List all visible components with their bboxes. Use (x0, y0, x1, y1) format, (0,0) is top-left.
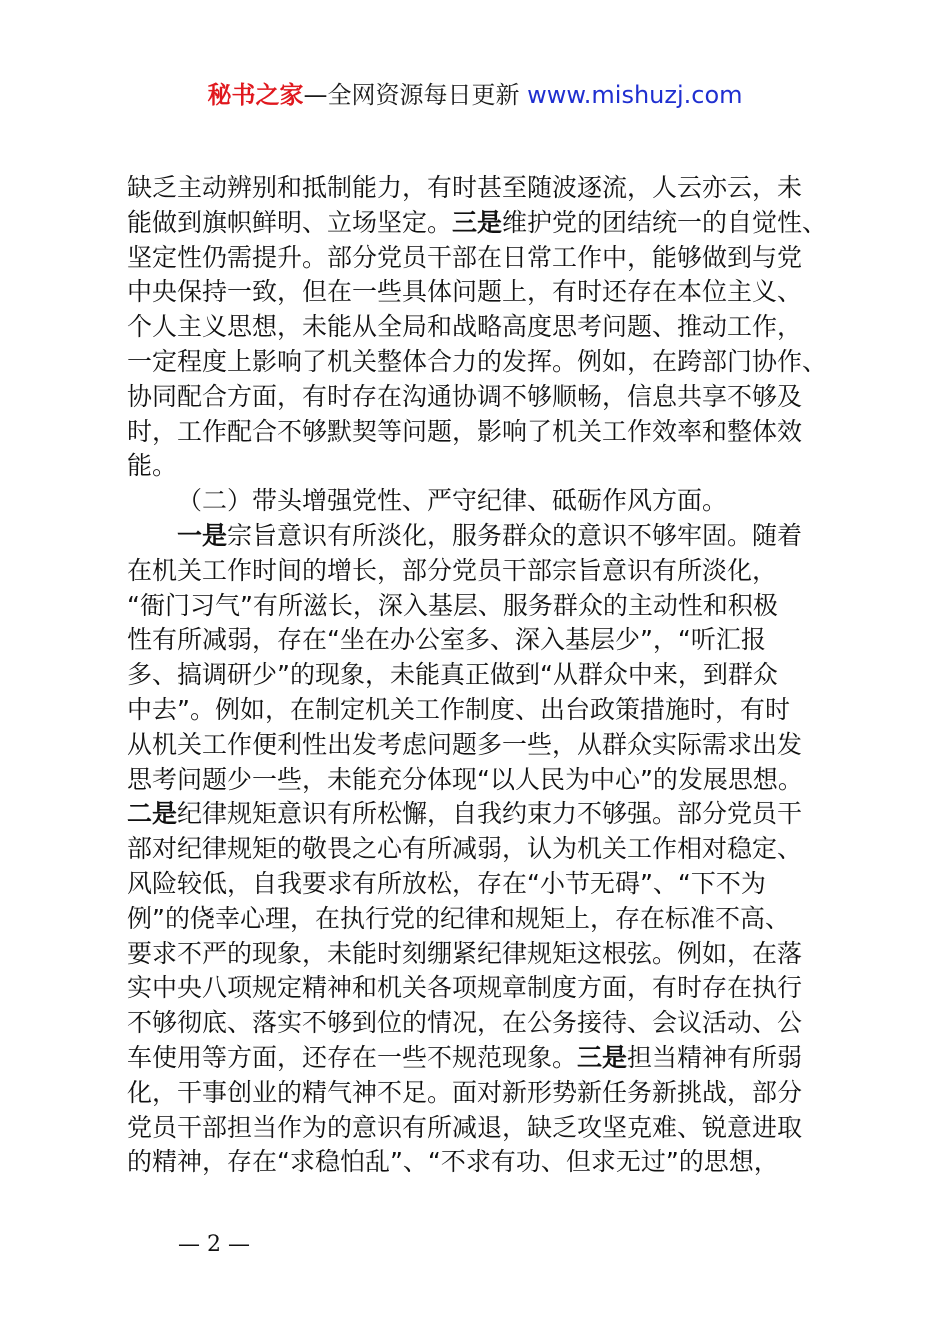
text-line: 不够彻底、落实不够到位的情况，在公务接待、会议活动、公 (127, 1008, 803, 1038)
site-header (0, 78, 950, 112)
text-line: 多、搞调研少”的现象，未能真正做到“从群众中来，到群众 (127, 660, 778, 690)
text-line: 从机关工作便利性出发考虑问题多一些，从群众实际需求出发 (127, 729, 803, 759)
text-span: 担当精神有所弱 (627, 1042, 803, 1072)
site-brand: 秘书之家 (207, 81, 304, 109)
text-line (127, 519, 833, 554)
page-number: — 2 — (178, 1232, 250, 1257)
text-span: 纪律规矩意识有所松懈，自我约束力不够强。部分党员干 (177, 799, 803, 829)
section-heading: （二）带头增强党性、严守纪律、砥砺作风方面。 (177, 486, 728, 516)
bold-marker: 二是 (127, 799, 178, 829)
text-span: 车使用等方面，还存在一些不规范现象。 (127, 1042, 578, 1072)
text-line: 坚定性仍需提升。部分党员干部在日常工作中，能够做到与党 (127, 242, 803, 272)
text-line: 中央保持一致，但在一些具体问题上，有时还存在本位主义、 (127, 277, 803, 307)
text-line (127, 1041, 833, 1076)
text-line: 在机关工作时间的增长，部分党员干部宗旨意识有所淡化， (127, 555, 778, 585)
text-line: 缺乏主动辨别和抵制能力，有时甚至随波逐流，人云亦云，未 (127, 173, 803, 202)
bold-marker: 一是 (177, 520, 228, 550)
text-line: 性有所减弱，存在“坐在办公室多、深入基层少”，“听汇报 (127, 625, 766, 655)
text-line: 风险较低，自我要求有所放松，存在“小节无碍”、“下不为 (127, 868, 766, 898)
text-line: 实中央八项规定精神和机关各项规章制度方面，有时存在执行 (127, 973, 803, 1003)
text-line: 协同配合方面，有时存在沟通协调不够顺畅，信息共享不够及 (127, 381, 803, 411)
text-span: 能做到旗帜鲜明、立场坚定。 (127, 207, 453, 237)
text-line: 例”的侥幸心理，在执行党的纪律和规矩上，存在标准不高、 (127, 903, 790, 933)
text-span: 维护党的团结统一的自觉性、 (502, 207, 828, 237)
text-line: 党员干部担当作为的意识有所减退，缺乏攻坚克难、锐意进取 (127, 1112, 803, 1142)
text-line: 部对纪律规矩的敬畏之心有所减弱，认为机关工作相对稳定、 (127, 834, 803, 864)
bold-marker: 三是 (577, 1042, 628, 1072)
text-line (127, 797, 833, 832)
site-url-link[interactable]: www.mishuzj.com (527, 81, 743, 109)
text-span: 宗旨意识有所淡化，服务群众的意识不够牢固。随着 (227, 520, 803, 550)
text-line: 思考问题少一些，未能充分体现“以人民为中心”的发展思想。 (127, 764, 803, 794)
text-line: 中去”。例如，在制定机关工作制度、出台政策措施时，有时 (127, 694, 790, 724)
text-line: 的精神，存在“求稳怕乱”、“不求有功、但求无过”的思想， (127, 1147, 779, 1177)
text-line: 个人主义思想，未能从全局和战略高度思考问题、推动工作， (127, 312, 803, 342)
text-line: 要求不严的现象，未能时刻绷紧纪律规矩这根弦。例如，在落 (127, 938, 803, 968)
text-line: 化，干事创业的精气神不足。面对新形势新任务新挑战，部分 (127, 1077, 803, 1107)
text-line: “衙门习气”有所滋长，深入基层、服务群众的主动性和积极 (127, 590, 778, 620)
text-line: 一定程度上影响了机关整体合力的发挥。例如，在跨部门协作、 (127, 346, 828, 376)
text-line (127, 206, 833, 241)
text-line: 时，工作配合不够默契等问题，影响了机关工作效率和整体效 (127, 416, 803, 446)
site-tagline: —全网资源每日更新 (303, 81, 520, 109)
text-line: 能。 (127, 451, 178, 481)
document-body (127, 171, 833, 1180)
bold-marker: 三是 (452, 207, 503, 237)
